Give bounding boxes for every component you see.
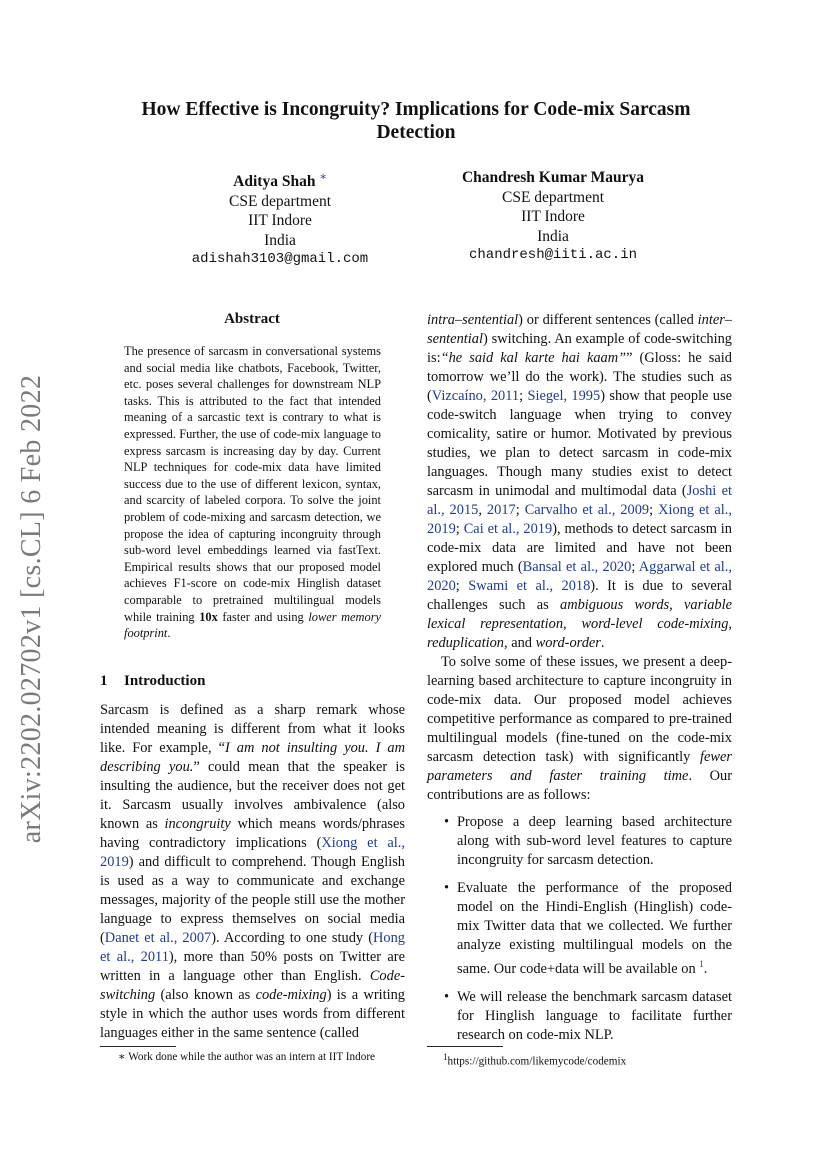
citation-link[interactable]: Joshi et al., 2015 <box>427 483 732 518</box>
citation-link[interactable]: Carvalho et al., 2009 <box>524 502 650 518</box>
arxiv-identifier: arXiv:2202.02702v1 [cs.CL] 6 Feb 2022 <box>16 374 48 844</box>
author-email: adishah3103@gmail.com <box>191 251 369 268</box>
list-item: • Evaluate the performance of the proposed model on the Hindi-English (Hinglish) code-mix Twitter data that we collected. We further analyze existing multilingual models on the same. Our code+data will be available on $^1$. <box>427 879 732 979</box>
citation-link[interactable]: Danet et al., 2007 <box>104 930 212 946</box>
footnote-mark[interactable]: 1 <box>699 959 704 969</box>
contributions-list <box>427 813 732 1045</box>
author-dept: CSE department <box>228 192 332 210</box>
intro-paragraph-2: To solve some of these issues, we present a deep-learning based architecture to capture incongruity in code-mix data. Our proposed model achieves competitive performance as compared to pre-trained multilingual models (fine-tuned on the code-mix sarcasm detection task) with significantly fewer parameters and faster training time. Our contributions are as follows: <box>427 654 733 803</box>
intro-paragraph-1b: intra–sentential) or different sentences (called inter–sentential) switching. An example of code-switching is:“he said kal karte hai kaam”” (Gloss: he said tomorrow we’ll do the work). The studies such as (Vizcaíno, 2011; Siegel, 1995) show that people use code-switch language when trying to convey comicality, satire or humor. Motivated by previous studies, we plan to detect sarcasm in code-mix languages. Though many studies exist to detect sarcasm in unimodal and multimodal data (Joshi et al., 2015, 2017; Carvalho et al., 2009; Xiong et al., 2019; Cai et al., 2019), methods to detect sarcasm in code-mix data are limited and have not been explored much (Bansal et al., 2020; Aggarwal et al., 2020; Swami et al., 2018). It is due to several challenges such as ambiguous words, variable lexical representation, word-level code-mixing, reduplication, and word-order. <box>427 312 732 651</box>
footnote-divider <box>427 1046 503 1047</box>
list-item: • We will release the benchmark sarcasm dataset for Hinglish language to facilitate further research on code-mix NLP. <box>427 988 732 1045</box>
paper-title: How Effective is Incongruity? Implications for Code-mix Sarcasm Detection <box>141 99 691 143</box>
author-name: Aditya Shah <box>233 173 316 191</box>
author-1 <box>160 168 400 270</box>
section-heading-introduction: 1 Introduction <box>100 673 206 689</box>
author-inst: IIT Indore <box>248 212 312 230</box>
citation-link[interactable]: Vizcaíno, 2011 <box>431 388 520 404</box>
citation-link[interactable]: 2017 <box>486 502 516 518</box>
citation-link[interactable]: Xiong et al., 2019 <box>427 502 732 537</box>
footnote-mark[interactable]: ∗ <box>319 171 327 183</box>
abstract-body: The presence of sarcasm in conversational systems and social media like chatbots, Facebook, Twitter, etc. poses several challenges for downstream NLP tasks. This is attributed to the fact that intended meaning of a sarcastic text is contrary to what is expressed. Further, the use of code-mix language to express sarcasm is increasing day by day. Current NLP techniques for code-mix data have limited success due to the use of different lexicon, syntax, and scarcity of labeled corpora. To solve the joint problem of code-mixing and sarcasm detection, we propose the idea of capturing incongruity through sub-word level embeddings learned via fastText. Empirical results shows that our proposed model achieves F1-score on code-mix Hinglish dataset comparable to pretrained multilingual models while training 10x faster and using lower memory footprint. <box>124 344 382 641</box>
intro-column-left <box>100 701 405 1043</box>
intro-paragraph-1a: Sarcasm is defined as a sharp remark whose intended meaning is different from what it looks like. For example, “I am not insulting you. I am describing you.” could mean that the speaker is insulting the audience, but the receiver does not get it. Sarcasm usually involves ambivalence (also known as incongruity which means words/phrases having contradictory implications (Xiong et al., 2019) and difficult to comprehend. Though English is used as a way to communicate and exchange messages, majority of the people still use the mother language to express themselves on social media (Danet et al., 2007). According to one study (Hong et al., 2011), more than 50% posts on Twitter are written in a language other than English. Code-switching (also known as code-mixing) is a writing style in which the author uses words from different languages either in the same sentence (called <box>100 702 406 1041</box>
footnote-url[interactable]: https://github.com/likemycode/codemix <box>447 1055 627 1068</box>
author-2 <box>428 168 678 266</box>
author-dept: CSE department <box>501 188 605 206</box>
citation-link[interactable]: Xiong et al., 2019 <box>100 835 405 870</box>
citation-link[interactable]: Cai et al., 2019 <box>463 521 553 537</box>
footnote-divider <box>100 1046 176 1047</box>
citation-link[interactable]: Aggarwal et al., 2020 <box>427 559 732 594</box>
footnote-1: ∗ Work done while the author was an intern at IIT Indore <box>118 1051 376 1063</box>
list-item: • Propose a deep learning based architecture along with sub-word level features to capture incongruity for sarcasm detection. <box>427 813 732 870</box>
author-inst: IIT Indore <box>521 208 585 225</box>
author-name: Chandresh Kumar Maurya <box>461 169 644 186</box>
intro-column-right <box>427 311 732 1054</box>
author-email: chandresh@iiti.ac.in <box>468 247 638 263</box>
citation-link[interactable]: Swami et al., 2018 <box>468 578 591 594</box>
footnote-2: $^1$https://github.com/likemycode/codemix <box>443 1052 627 1068</box>
citation-link[interactable]: Hong et al., 2011 <box>100 930 405 965</box>
citation-link[interactable]: Siegel, 1995 <box>527 388 601 404</box>
author-country: India <box>537 227 569 245</box>
author-country: India <box>264 231 296 249</box>
citation-link[interactable]: Bansal et al., 2020 <box>522 559 632 575</box>
abstract-heading: Abstract <box>224 311 280 327</box>
